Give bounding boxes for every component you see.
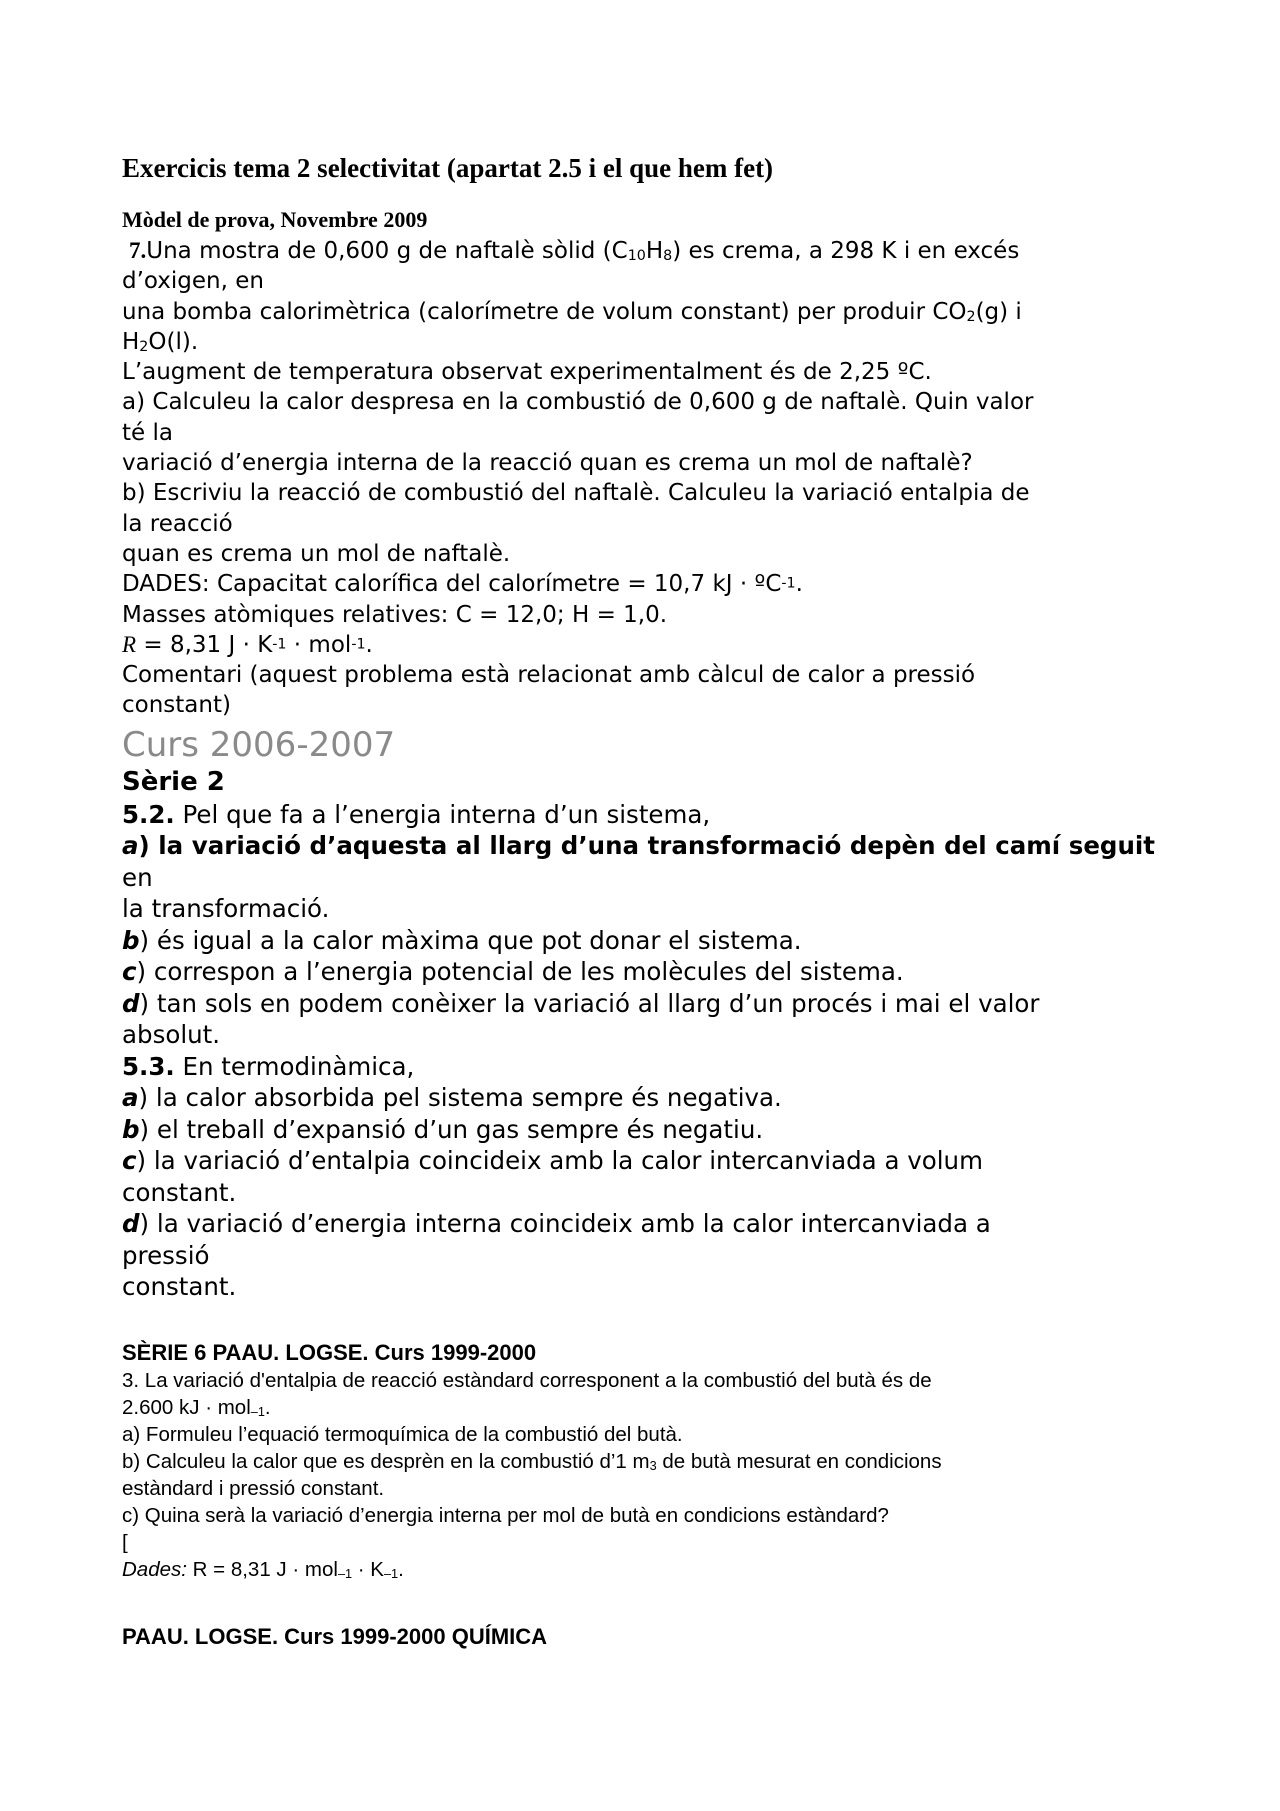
option-label: d [122, 988, 140, 1018]
text-fragment: Una mostra de 0,600 g de naftalè sòlid (C [146, 238, 628, 264]
problem-line: c) Quina serà la variació d’energia interna per mol de butà en condicions estàndard? [122, 1503, 889, 1527]
problem-line [122, 327, 1162, 357]
document-content [122, 150, 1162, 1651]
option-d [122, 1208, 1162, 1240]
superscript: -1 [351, 636, 366, 653]
text-fragment: H [645, 238, 664, 264]
comment-line: Comentari (aquest problema està relacionat amb càlcul de calor a pressió [122, 662, 976, 689]
option-text: ) la variació d’entalpia coincideix amb la calor intercanviada a volum [136, 1146, 983, 1176]
option-label: a [122, 1083, 139, 1113]
subscript: –1 [383, 1565, 399, 1581]
data-line: Masses atòmiques relatives: C = 12,0; H = 1,0. [122, 601, 668, 628]
text-fragment: ) es crema, a 298 K i en excés [672, 238, 1020, 264]
text-fragment: b) Calculeu la calor que es desprèn en la combustió d’1 m [122, 1449, 650, 1473]
option-a [122, 830, 1162, 862]
option-text: ) la calor absorbida pel sistema sempre és negativa. [138, 1083, 782, 1113]
section-heading: SÈRIE 6 PAAU. LOGSE. Curs 1999-2000 [122, 1339, 537, 1365]
data-line [122, 1556, 1162, 1583]
subscript: –1 [250, 1403, 265, 1419]
spacer [122, 1303, 1162, 1339]
text-fragment: R = 8,31 J · mol [186, 1557, 338, 1581]
text-fragment: · mol [286, 631, 352, 658]
subscript: 3 [649, 1457, 657, 1473]
text-fragment: de butà mesurat en condicions [656, 1449, 942, 1473]
option-text: ) la variació d’aquesta al llarg d’una transformació depèn del camí seguit [138, 831, 1156, 861]
section-serie-6-paau [122, 1339, 1162, 1583]
option-a [122, 1082, 1162, 1114]
problem-line [122, 1394, 1162, 1421]
problem-line [122, 1448, 1162, 1475]
variable-r: R [122, 631, 137, 657]
question-5-2 [122, 799, 1162, 831]
option-continuation: pressió [122, 1240, 210, 1270]
option-text: ) tan sols en podem conèixer la variació al llarg d’un procés i mai el valor [139, 988, 1040, 1018]
section-heading: Mòdel de prova, Novembre 2009 [122, 207, 428, 232]
text-fragment: . [795, 571, 803, 598]
text-fragment: · K [352, 1557, 384, 1581]
problem-line: d’oxigen, en [122, 268, 264, 295]
option-label: c [122, 957, 137, 987]
question-number: 5.2. [122, 799, 175, 829]
data-line [122, 630, 1162, 660]
option-text: ) la variació d’energia interna coincideix amb la calor intercanviada a [139, 1209, 991, 1239]
option-text: ) correspon a l’energia potencial de les molècules del sistema. [136, 957, 904, 987]
text-fragment: DADES: Capacitat calorífica del calorímetre = 10,7 kJ · ºC [122, 571, 782, 598]
option-c [122, 1145, 1162, 1177]
text-fragment: . [264, 1395, 271, 1419]
text-fragment: . [398, 1557, 404, 1581]
subscript: –1 [337, 1565, 353, 1581]
section-curs-2006-2007 [122, 725, 1162, 1303]
subscript: 8 [663, 248, 673, 265]
serie-heading: Sèrie 2 [122, 766, 225, 797]
dades-label: Dades: [122, 1557, 187, 1581]
option-text: ) és igual a la calor màxima que pot donar el sistema. [139, 925, 802, 955]
question-text: Pel que fa a l’energia interna d’un sistema, [174, 799, 711, 829]
option-continuation: absolut. [122, 1020, 221, 1050]
superscript: -1 [272, 636, 287, 653]
subscript: 2 [139, 339, 149, 356]
superscript: -1 [781, 575, 796, 592]
curs-heading: Curs 2006-2007 [122, 724, 396, 765]
section-model-prova-2009 [122, 204, 1162, 721]
option-continuation: en [122, 862, 153, 892]
text-fragment: una bomba calorimètrica (calorímetre de volum constant) per produir CO [122, 298, 967, 325]
text-fragment: . [365, 631, 373, 658]
problem-line: b) Escriviu la reacció de combustió del naftalè. Calculeu la variació entalpia de [122, 480, 1030, 507]
option-continuation: constant. [122, 1272, 237, 1302]
text-fragment: (g) i [975, 298, 1022, 325]
problem-line: a) Formuleu l’equació termoquímica de la combustió del butà. [122, 1422, 683, 1446]
problem-line: a) Calculeu la calor despresa en la combustió de 0,600 g de naftalè. Quin valor [122, 389, 1034, 416]
option-d [122, 988, 1162, 1020]
option-continuation: constant. [122, 1177, 237, 1207]
problem-line: estàndard i pressió constant. [122, 1476, 385, 1500]
option-c [122, 956, 1162, 988]
problem-line [122, 236, 1162, 266]
problem-line: L’augment de temperatura observat experimentalment és de 2,25 ºC. [122, 359, 932, 386]
subscript: 10 [627, 248, 646, 265]
spacer [122, 1583, 1162, 1623]
problem-line: [ [122, 1530, 128, 1554]
question-5-3 [122, 1051, 1162, 1083]
question-number: 7. [129, 238, 147, 263]
option-text: ) el treball d’expansió d’un gas sempre és negatiu. [139, 1114, 764, 1144]
option-b [122, 925, 1162, 957]
problem-line: quan es crema un mol de naftalè. [122, 540, 511, 567]
document-title: Exercicis tema 2 selectivitat (apartat 2.5 i el que hem fet) [122, 153, 774, 183]
section-paau-quimica [122, 1623, 1162, 1651]
option-label: a [122, 831, 139, 861]
problem-line: té la [122, 419, 173, 446]
text-fragment: 2.600 kJ · mol [122, 1395, 251, 1419]
option-label: d [122, 1209, 140, 1239]
text-fragment: O(l). [148, 328, 199, 355]
question-number: 5.3. [122, 1051, 175, 1081]
text-fragment: = 8,31 J · K [136, 631, 273, 658]
comment-line: constant) [122, 692, 231, 719]
problem-line: la reacció [122, 510, 233, 537]
problem-line: 3. La variació d'entalpia de reacció estàndard corresponent a la combustió del butà és de [122, 1368, 932, 1392]
data-line [122, 569, 1162, 599]
option-label: c [122, 1146, 137, 1176]
option-label: b [122, 1114, 140, 1144]
problem-line [122, 297, 1162, 327]
section-heading: PAAU. LOGSE. Curs 1999-2000 QUÍMICA [122, 1623, 548, 1649]
subscript: 2 [966, 308, 976, 325]
option-continuation: la transformació. [122, 894, 330, 924]
text-fragment: H [122, 328, 140, 355]
problem-line: variació d’energia interna de la reacció quan es crema un mol de naftalè? [122, 450, 973, 477]
option-label: b [122, 925, 140, 955]
option-b [122, 1114, 1162, 1146]
question-text: En termodinàmica, [174, 1051, 415, 1081]
